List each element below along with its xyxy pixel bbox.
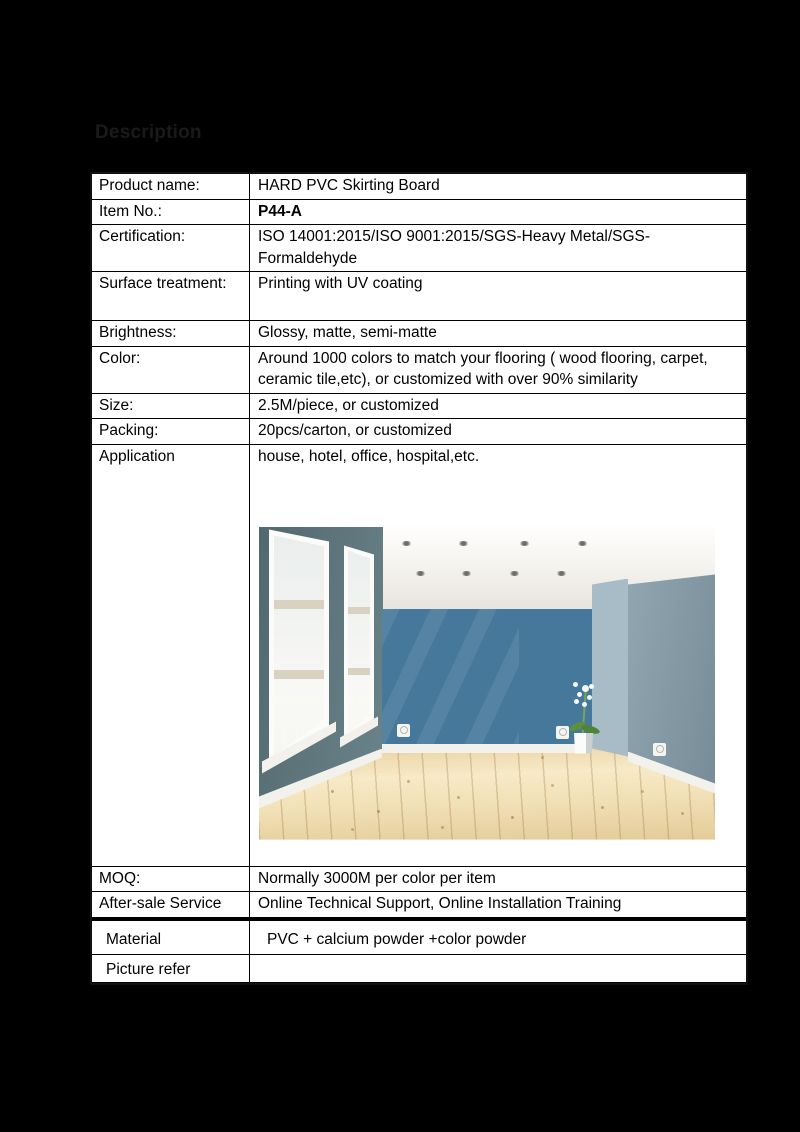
table-row <box>92 200 746 226</box>
table-row <box>92 394 746 420</box>
row-label: Certification: <box>92 225 250 271</box>
row-label: Item No.: <box>92 200 250 225</box>
row-value: Online Technical Support, Online Installation Training <box>258 895 622 912</box>
plant-pot <box>574 733 593 754</box>
wall-outlet <box>653 743 666 756</box>
row-label: Size: <box>92 394 250 419</box>
row-label: Material <box>92 921 250 954</box>
table-row <box>92 174 746 200</box>
row-value: Around 1000 colors to match your flooring ( wood flooring, carpet, ceramic tile,etc), or customized with over 90% similarity <box>258 349 708 388</box>
table-row <box>92 955 746 984</box>
row-value: Printing with UV coating <box>258 275 423 292</box>
ceiling-spotlight <box>577 541 588 546</box>
wall-outlet <box>397 724 410 737</box>
table-row-application <box>92 445 746 867</box>
row-label: Application <box>92 445 250 866</box>
row-label: Surface treatment: <box>92 272 250 320</box>
row-label: Picture refer <box>92 955 250 983</box>
row-value: ISO 14001:2015/ISO 9001:2015/SGS-Heavy Metal/SGS-Formaldehyde <box>258 228 651 267</box>
page-title: Description <box>95 122 202 143</box>
table-row <box>92 867 746 893</box>
skirting-board <box>382 744 592 753</box>
orchid-flowers <box>573 682 578 687</box>
ceiling-spotlight <box>556 571 567 576</box>
row-label: Packing: <box>92 419 250 444</box>
row-label: Brightness: <box>92 321 250 346</box>
table-row <box>92 321 746 347</box>
application-room-photo <box>259 527 715 840</box>
table-row <box>92 272 746 321</box>
row-label: Color: <box>92 347 250 393</box>
spec-table <box>90 172 748 985</box>
table-row <box>92 347 746 394</box>
floor-knots <box>289 772 292 775</box>
row-value: Glossy, matte, semi-matte <box>258 324 437 341</box>
ceiling-spotlight <box>458 541 469 546</box>
table-row <box>92 892 746 918</box>
row-value: Normally 3000M per color per item <box>258 869 496 887</box>
row-label: Product name: <box>92 174 250 199</box>
row-value <box>250 955 746 983</box>
row-label: MOQ: <box>92 867 250 892</box>
row-value: house, hotel, office, hospital,etc. <box>258 447 480 465</box>
table-row <box>92 918 746 955</box>
ceiling-spotlight <box>401 541 412 546</box>
wall-outlet <box>556 726 569 739</box>
ceiling-spotlight <box>415 571 426 576</box>
table-row <box>92 225 746 272</box>
table-row <box>92 419 746 445</box>
row-value: PVC + calcium powder +color powder <box>267 930 527 948</box>
ceiling-spotlight <box>461 571 472 576</box>
row-value: 2.5M/piece, or customized <box>258 396 439 414</box>
row-value: P44-A <box>258 202 302 220</box>
ceiling-spotlight <box>509 571 520 576</box>
row-value: HARD PVC Skirting Board <box>258 177 440 194</box>
row-label: After-sale Service <box>92 892 250 917</box>
row-value: 20pcs/carton, or customized <box>258 422 452 439</box>
ceiling-spotlight <box>519 541 530 546</box>
